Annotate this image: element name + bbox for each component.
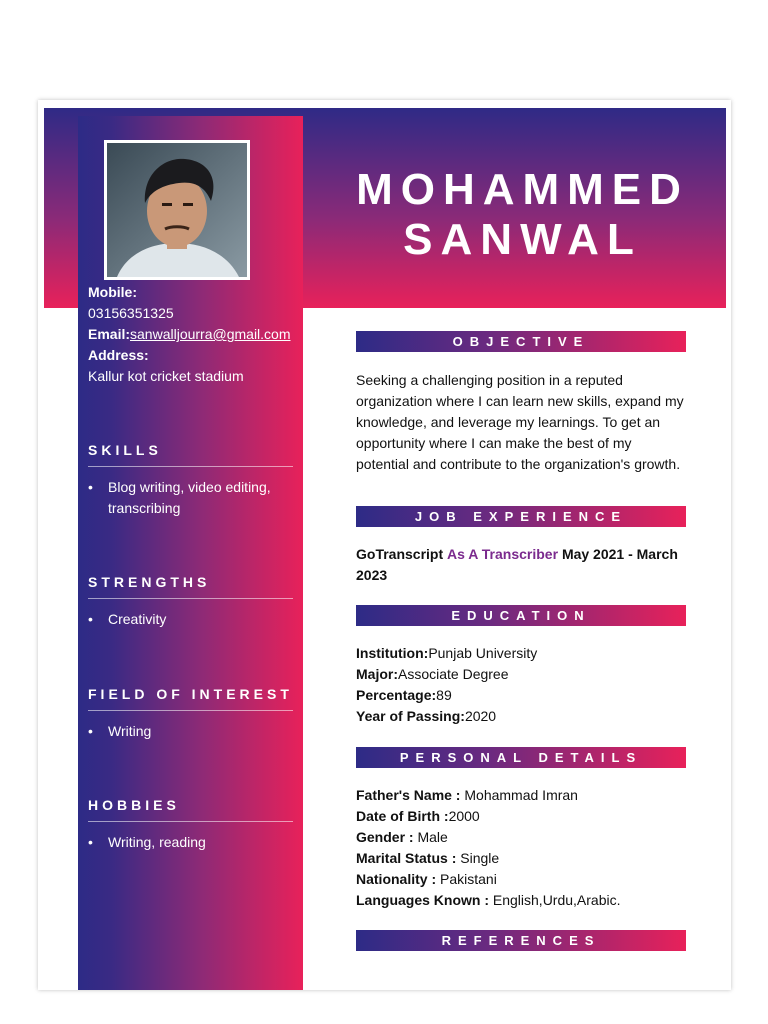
interest-text: Writing xyxy=(108,723,152,739)
mobile-value: 03156351325 xyxy=(88,305,174,321)
languages-value: English,Urdu,Arabic. xyxy=(492,892,621,908)
gender-value: Male xyxy=(417,829,448,845)
father-label: Father's Name : xyxy=(356,787,461,803)
hobbies-title: HOBBIES xyxy=(88,797,293,822)
year-value: 2020 xyxy=(464,708,497,724)
personal-heading: PERSONAL DETAILS xyxy=(356,747,686,768)
experience-entry xyxy=(356,544,686,586)
job-role: As A Transcriber xyxy=(447,546,559,562)
email-label: Email: xyxy=(88,326,131,342)
marital-label: Marital Status : xyxy=(356,850,457,866)
nationality-label: Nationality : xyxy=(356,871,437,887)
personal-block xyxy=(356,785,686,911)
mobile-label: Mobile: xyxy=(88,284,137,300)
profile-photo xyxy=(107,143,247,277)
percentage-label: Percentage: xyxy=(356,687,437,703)
strength-text: Creativity xyxy=(108,611,167,627)
email-link[interactable]: sanwalljourra@gmail.com xyxy=(130,326,291,342)
institution-label: Institution: xyxy=(356,645,429,661)
list-item xyxy=(88,721,293,742)
candidate-name xyxy=(320,165,725,265)
bullet-icon: • xyxy=(88,834,93,850)
objective-heading: OBJECTIVE xyxy=(356,331,686,352)
objective-text: Seeking a challenging position in a reputed organization where I can learn new skills, expand my knowledge, and leverage my learnings. To get an opportunity where I can make the best of my potential and contribute to the organization's growth. xyxy=(356,372,684,472)
interest-title: FIELD OF INTEREST xyxy=(88,686,293,711)
dob-value: 2000 xyxy=(448,808,480,824)
hobby-text: Writing, reading xyxy=(108,834,206,850)
list-item xyxy=(88,609,293,630)
hobbies-section xyxy=(88,797,293,853)
list-item xyxy=(88,477,293,519)
percentage-value: 89 xyxy=(436,687,452,703)
skills-section xyxy=(88,442,293,519)
strengths-title: STRENGTHS xyxy=(88,574,293,599)
education-block xyxy=(356,643,686,727)
list-item xyxy=(88,832,293,853)
job-dates: May 2021 - March 2023 xyxy=(356,546,678,583)
first-name: MOHAMMED xyxy=(356,165,689,214)
bullet-icon: • xyxy=(88,479,93,495)
address-label: Address: xyxy=(88,347,149,363)
references-heading: REFERENCES xyxy=(356,930,686,951)
experience-heading: JOB EXPERIENCE xyxy=(356,506,686,527)
languages-label: Languages Known : xyxy=(356,892,489,908)
year-label: Year of Passing: xyxy=(356,708,465,724)
sidebar xyxy=(78,116,303,990)
gender-label: Gender : xyxy=(356,829,414,845)
profile-photo-image xyxy=(107,143,247,277)
address-value: Kallur kot cricket stadium xyxy=(88,368,244,384)
skills-title: SKILLS xyxy=(88,442,293,467)
profile-photo-frame xyxy=(104,140,250,280)
skill-text: Blog writing, video editing, transcribing xyxy=(108,479,271,516)
major-value: Associate Degree xyxy=(398,666,509,682)
last-name: SANWAL xyxy=(403,215,642,264)
major-label: Major: xyxy=(356,666,398,682)
bullet-icon: • xyxy=(88,723,93,739)
father-value: Mohammad Imran xyxy=(464,787,578,803)
contact-block xyxy=(88,282,302,387)
company-name: GoTranscript xyxy=(356,546,444,562)
dob-label: Date of Birth : xyxy=(356,808,449,824)
bullet-icon: • xyxy=(88,611,93,627)
marital-value: Single xyxy=(460,850,500,866)
institution-value: Punjab University xyxy=(428,645,538,661)
nationality-value: Pakistani xyxy=(440,871,497,887)
strengths-section xyxy=(88,574,293,630)
interest-section xyxy=(88,686,293,742)
education-heading: EDUCATION xyxy=(356,605,686,626)
